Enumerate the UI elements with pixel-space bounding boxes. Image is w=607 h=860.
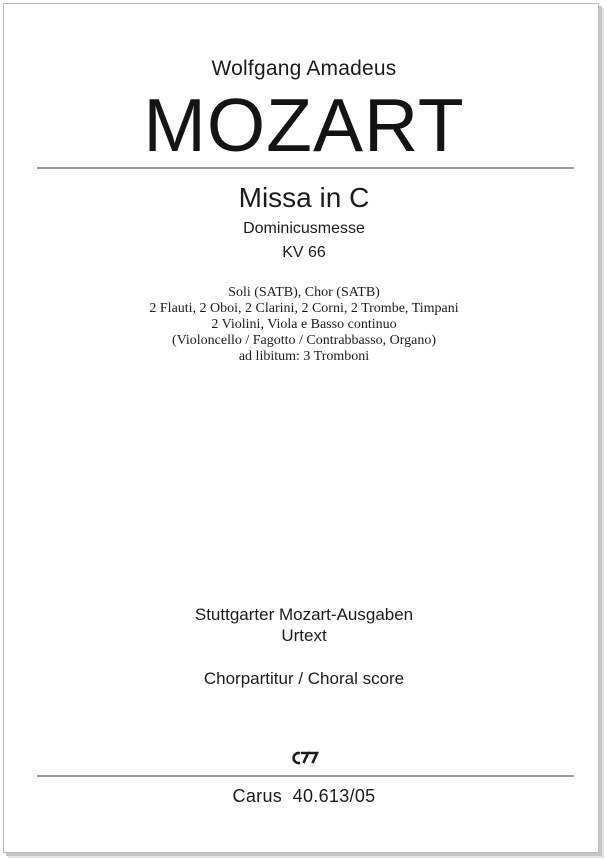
edition-series: Stuttgarter Mozart-Ausgaben [194,605,414,624]
score-cover [3,3,599,853]
edition-type: Urtext [281,626,327,645]
work-title: Missa in C [238,182,370,213]
scoring-line: Soli (SATB), Chor (SATB) [228,285,380,300]
scoring-line: 2 Violini, Viola e Basso continuo [211,317,397,332]
work-catalog-number: KV 66 [282,244,326,261]
score-type: Chorpartitur / Choral score [203,669,405,688]
edition-block [4,604,604,646]
scoring-line: (Violoncello / Fagotto / Contrabbasso, Organo) [171,333,437,348]
top-divider [37,167,574,169]
carus-logo-icon [289,750,319,766]
work-subtitle: Dominicusmesse [243,220,365,237]
bottom-divider [37,775,574,777]
scoring-block [4,285,604,365]
composer-surname: MOZART [143,83,465,167]
scoring-line: ad libitum: 3 Tromboni [238,349,370,364]
scoring-line: 2 Flauti, 2 Oboi, 2 Clarini, 2 Corni, 2 Trombe, Timpani [149,301,459,316]
composer-first-names: Wolfgang Amadeus [211,57,397,80]
publisher-catalog-number: Carus 40.613/05 [232,786,376,806]
